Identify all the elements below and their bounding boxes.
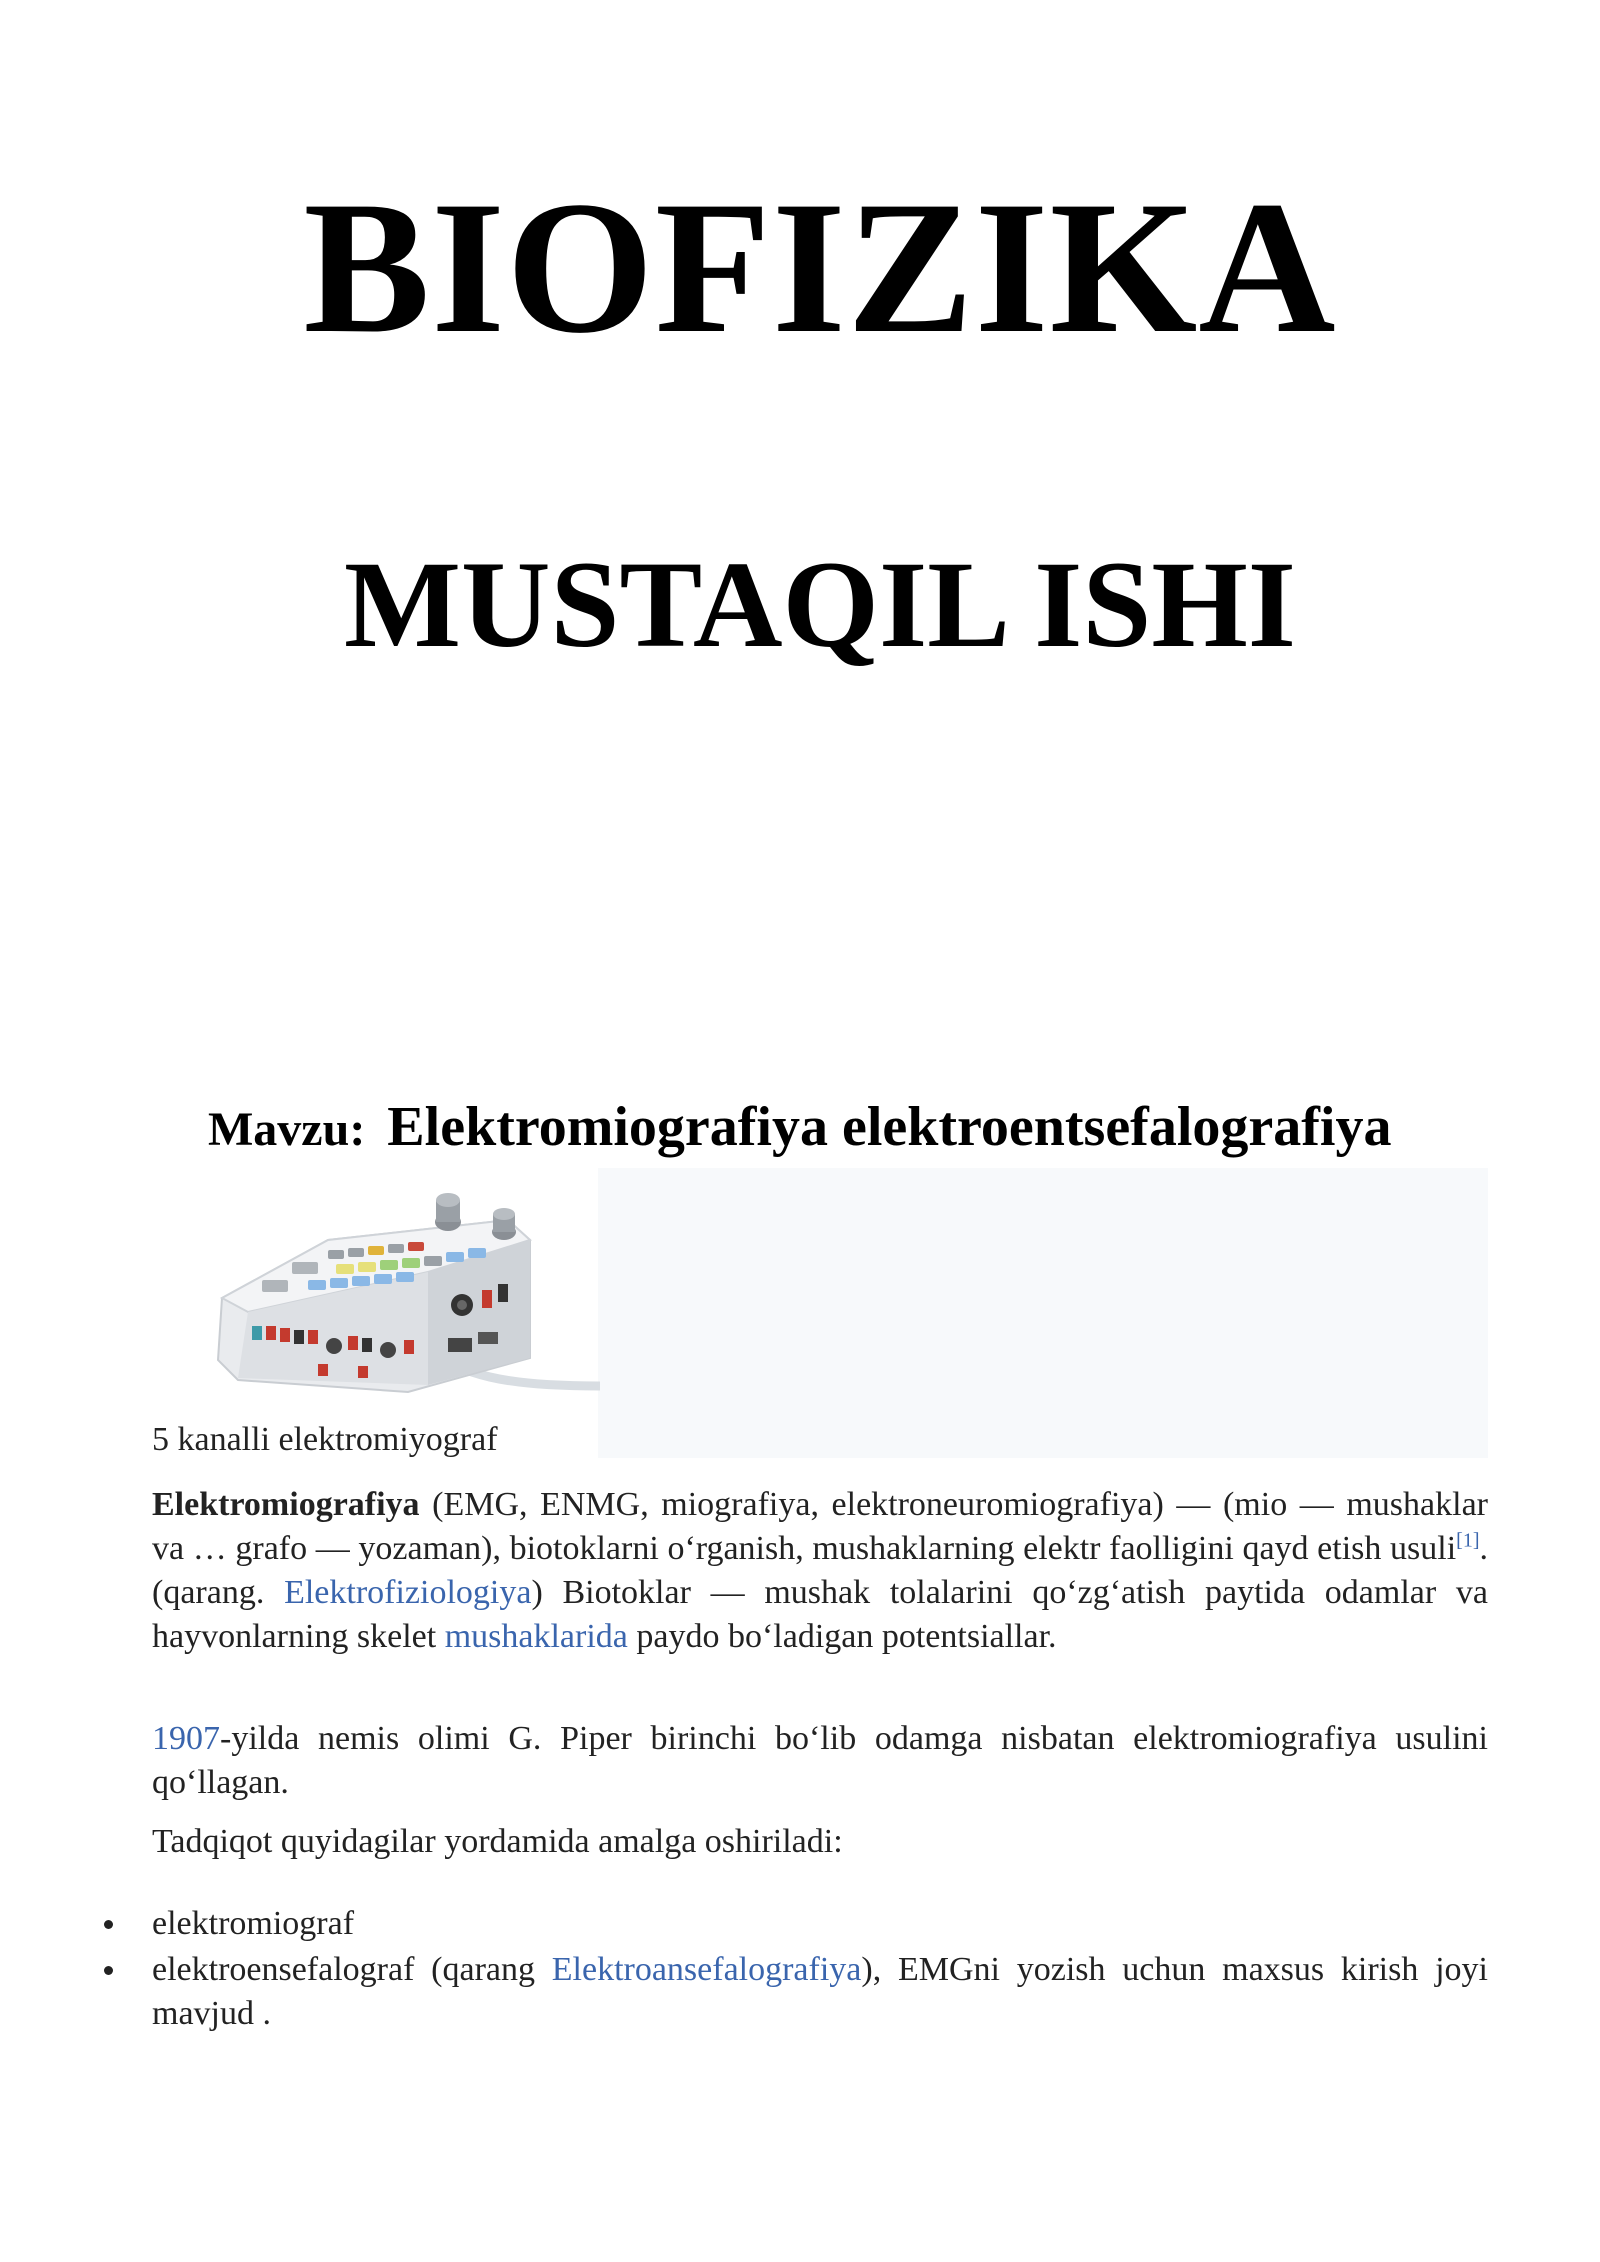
paragraph-definition [152,1483,1488,1659]
paragraph1-text-1: (EMG, ENMG, miografiya, elektroneuromiografiya) — (mio — mushaklar va … grafo — yozaman), biotoklarni o‘rganish, mushaklarning elektr faolligini qayd etish usuli [152,1486,1488,1567]
link-1907[interactable]: 1907 [152,1720,220,1757]
list-item [152,1902,1488,1946]
topic-line [208,1095,1391,1159]
list-item-text-a: elektroensefalograf (qarang [152,1951,552,1988]
figure-caption: 5 kanalli elektromiyograf [152,1421,498,1458]
list-item [152,1948,1488,2036]
paragraph1-text-2: . (qarang. [152,1530,1488,1611]
topic-colon: : [349,1103,366,1156]
bullet-icon [104,1966,113,1975]
bullet-icon [104,1920,113,1929]
term-bold: Elektromiografiya [152,1486,420,1523]
document-title: BIOFIZIKA [303,163,1337,373]
paragraph2-text: -yilda nemis olimi G. Piper birinchi bo‘lib odamga nisbatan elektromiografiya usulini qo‘llagan. [152,1720,1488,1801]
paragraph-history [152,1717,1488,1805]
link-mushaklarida[interactable]: mushaklarida [444,1618,628,1655]
list-item-text: elektromiograf [152,1905,355,1942]
topic-value: Elektromiografiya elektroentsefalografiya [387,1096,1392,1158]
image-panel [598,1168,1488,1458]
reference-link[interactable]: [1] [1456,1529,1480,1552]
list-item-text-b: ), EMGni yozish uchun maxsus kirish joyi mavjud . [152,1951,1488,2032]
emg-device-icon [208,1180,600,1412]
link-elektrofiziologiya[interactable]: Elektrofiziologiya [284,1574,532,1611]
paragraph1-text-3: ) Biotoklar — mushak tolalarini qo‘zg‘atish paytida odamlar va hayvonlarning skelet [152,1574,1488,1655]
paragraph1-text-4: paydo bo‘ladigan potentsiallar. [627,1618,1057,1655]
paragraph-intro-list: Tadqiqot quyidagilar yordamida amalga oshiriladi: [152,1823,843,1860]
document-subtitle: MUSTAQIL ISHI [343,536,1297,673]
bullet-list [152,1902,1488,2038]
link-elektroansefalografiya[interactable]: Elektroansefalografiya [551,1951,862,1988]
topic-label: Mavzu [208,1103,350,1156]
